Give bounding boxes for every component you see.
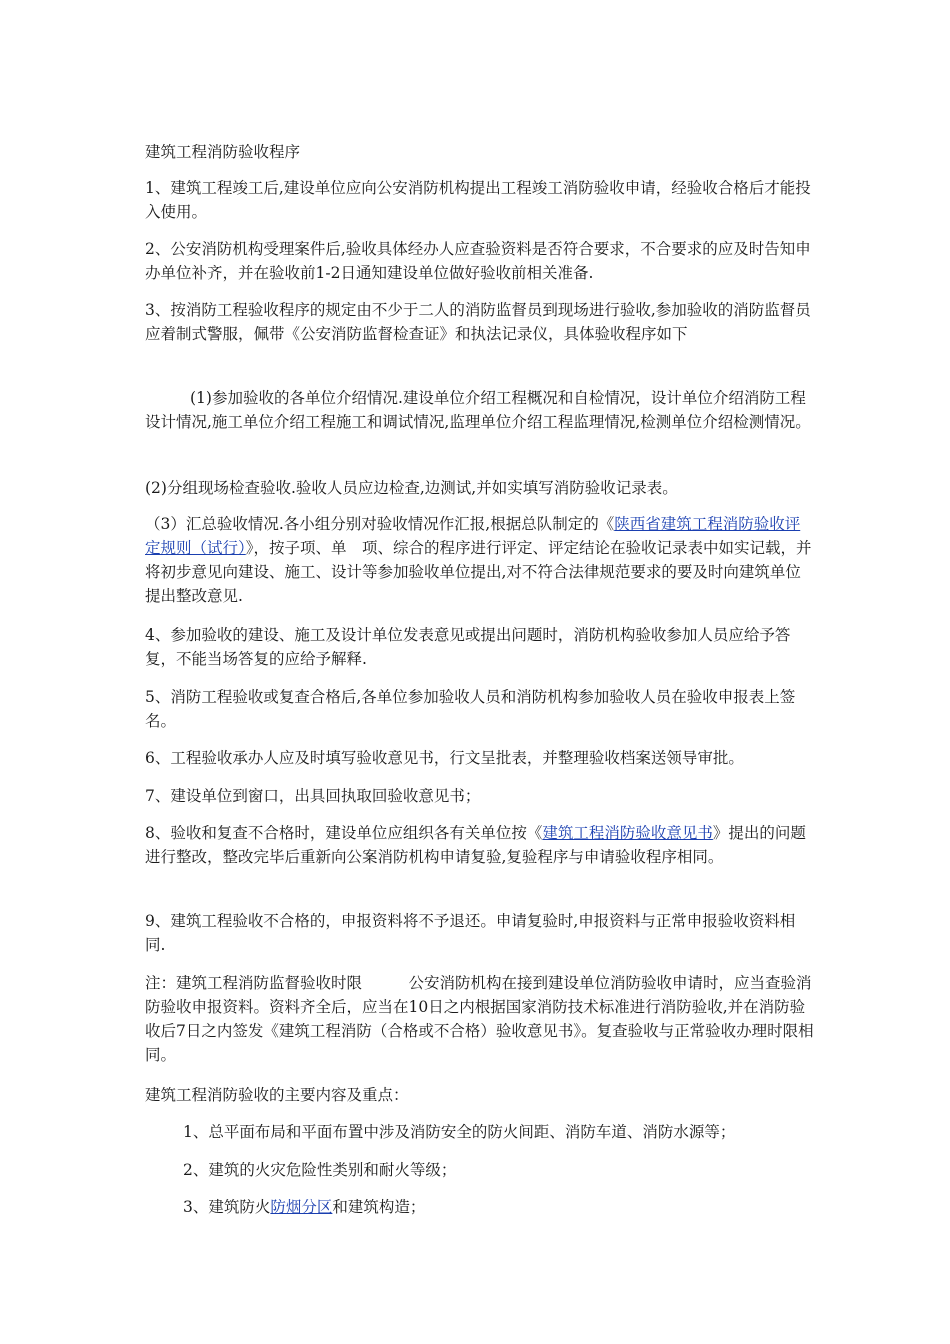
step-3-paragraph: 3、按消防工程验收程序的规定由不少于二人的消防监督员到现场进行验收,参加验收的消防监督员应着制式警服，佩带《公安消防监督检查证》和执法记录仪，具体验收程序如下 xyxy=(145,301,811,343)
section-title: 建筑工程消防验收的主要内容及重点： xyxy=(145,1086,409,1104)
list-item-3-text-end: 和建筑构造； xyxy=(332,1198,426,1216)
sub-step-1-paragraph: (1)参加验收的各单位介绍情况.建设单位介绍工程概况和自检情况，设计单位介绍消防工程设计情况,施工单位介绍工程施工和调试情况,监理单位介绍工程监理情况,检测单位介绍检测情况。 xyxy=(145,389,811,431)
step-9-paragraph: 9、建筑工程验收不合格的，申报资料将不予退还。申请复验时,申报资料与正常申报验收资料相同. xyxy=(145,912,796,954)
step-8-text-start: 8、验收和复查不合格时，建设单位应组织各有关单位按《 xyxy=(145,824,543,842)
step-8-text-end: 》提出的问题进行整改，整改完毕后重新向公案消防机构申请复验,复验程序与申请验收程序相同。 xyxy=(145,824,806,866)
step-2-paragraph: 2、公安消防机构受理案件后,验收具体经办人应查验资料是否符合要求，不合要求的应及时告知申办单位补齐，并在验收前1-2日通知建设单位做好验收前相关准备. xyxy=(145,240,811,282)
document-title: 建筑工程消防验收程序 xyxy=(145,143,301,161)
list-item-3-text-start: 3、建筑防火 xyxy=(183,1198,271,1216)
note-paragraph: 注：建筑工程消防监督验收时限 公安消防机构在接到建设单位消防验收申请时，应当查验消防验收申报资料。资料齐全后，应当在10日之内根据国家消防技术标准进行消防验收,并在消防验收后7日之内签发《建筑工程消防（合格或不合格）验收意见书》。复查验收与正常验收办理时限相同。 xyxy=(145,974,814,1064)
list-item-1: 1、总平面布局和平面布置中涉及消防安全的防火间距、消防车道、消防水源等； xyxy=(183,1123,736,1141)
sub-step-3-text-end: 》，按子项、单 项、综合的程序进行评定、评定结论在验收记录表中如实记载，并将初步意见向建设、施工、设计等参加验收单位提出,对不符合法律规范要求的要及时向建筑单位提出整改意见. xyxy=(145,539,812,605)
sub-step-2-paragraph: (2)分组现场检查验收.验收人员应边检查,边测试,并如实填写消防验收记录表。 xyxy=(145,479,678,497)
smoke-zone-link[interactable]: 防烟分区 xyxy=(270,1198,333,1216)
step-6-paragraph: 6、工程验收承办人应及时填写验收意见书，行文呈批表，并整理验收档案送领导审批。 xyxy=(145,749,744,767)
step-7-paragraph: 7、建设单位到窗口，出具回执取回验收意见书； xyxy=(145,787,481,805)
list-item-2: 2、建筑的火灾危险性类别和耐火等级； xyxy=(183,1161,457,1179)
sub-step-3-paragraph xyxy=(145,512,815,608)
evaluation-rules-link[interactable]: 陕西省建筑工程消防验收评定规则（试行） xyxy=(145,515,801,557)
list-item-3 xyxy=(183,1195,833,1219)
step-5-paragraph: 5、消防工程验收或复查合格后,各单位参加验收人员和消防机构参加验收人员在验收申报表上签名。 xyxy=(145,688,796,730)
step-4-paragraph: 4、参加验收的建设、施工及设计单位发表意见或提出问题时，消防机构验收参加人员应给予答复，不能当场答复的应给予解释. xyxy=(145,626,791,668)
sub-step-3-text-start: （3）汇总验收情况.各小组分别对验收情况作汇报,根据总队制定的《 xyxy=(145,515,615,533)
step-1-paragraph: 1、建筑工程竣工后,建设单位应向公安消防机构提出工程竣工消防验收申请，经验收合格后才能投入使用。 xyxy=(145,179,811,221)
step-8-paragraph xyxy=(145,821,815,869)
acceptance-opinion-link[interactable]: 建筑工程消防验收意见书 xyxy=(542,824,713,842)
